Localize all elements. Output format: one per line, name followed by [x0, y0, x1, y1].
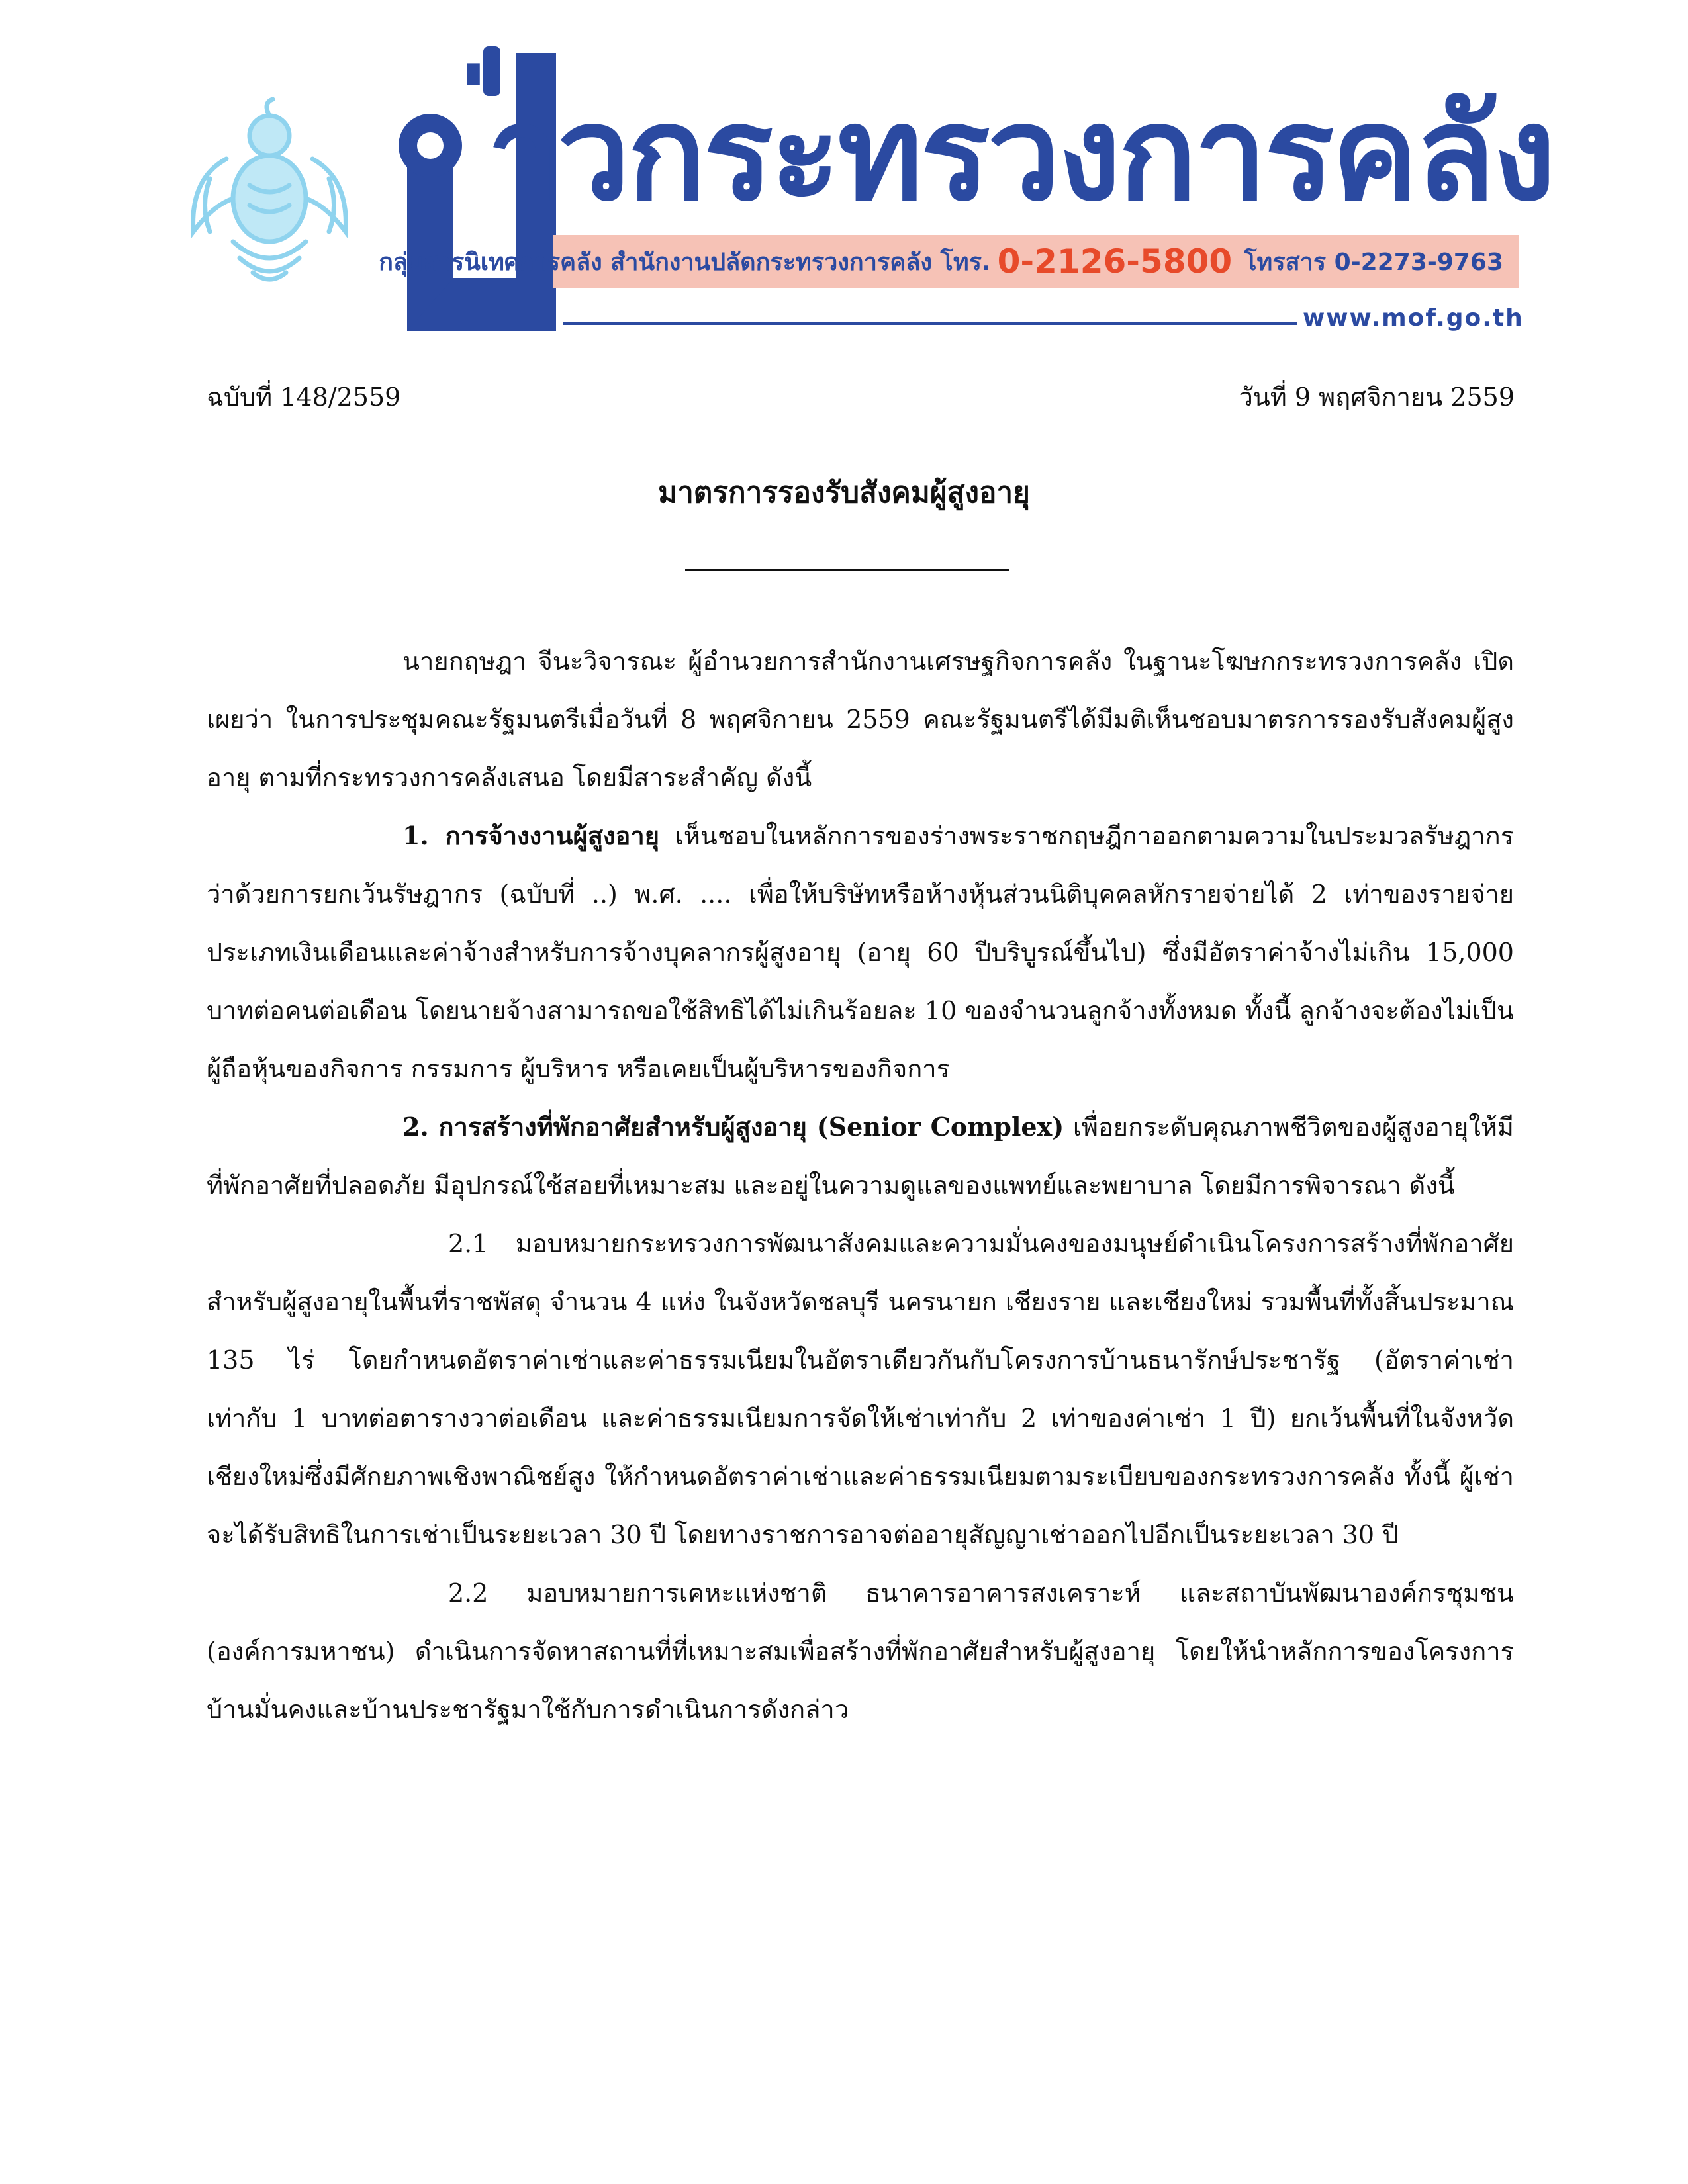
- item-1-paragraph: [207, 807, 1514, 1098]
- fax-number: โทรสาร 0-2273-9763: [1244, 248, 1503, 276]
- issue-number: ฉบับที่ 148/2559: [207, 383, 401, 412]
- garuda-emblem-icon: [187, 99, 352, 291]
- contact-label: กลุ่มสารนิเทศการคลัง สำนักงานปลัดกระทรวงการคลัง โทร.: [379, 248, 991, 276]
- phone-number: 0-2126-5800: [997, 242, 1233, 281]
- item-1-text: เห็นชอบในหลักการของร่างพระราชกฤษฎีกาออกตามความในประมวลรัษฎากรว่าด้วยการยกเว้นรัษฎากร (ฉบับที่ ..) พ.ศ. .... เพื่อให้บริษัทหรือห้างหุ้นส่วนนิติบุคคลหักรายจ่ายได้ 2 เท่าของรายจ่ายประเภทเงินเดือนและค่าจ้างสำหรับการจ้างบุคลากรผู้สูงอายุ (อายุ 60 ปีบริบูรณ์ขึ้นไป) ซึ่งมีอัตราค่าจ้างไม่เกิน 15,000 บาทต่อคนต่อเดือน โดยนายจ้างสามารถขอใช้สิทธิได้ไม่เกินร้อยละ 10 ของจำนวนลูกจ้างทั้งหมด ทั้งนี้ ลูกจ้างจะต้องไม่เป็นผู้ถือหุ้นของกิจการ กรรมการ ผู้บริหาร หรือเคยเป็นผู้บริหารของกิจการ: [207, 821, 1514, 1083]
- title-underline: [685, 569, 1009, 571]
- masthead: [0, 0, 1688, 344]
- intro-paragraph: นายกฤษฎา จีนะวิจารณะ ผู้อำนวยการสำนักงานเศรษฐกิจการคลัง ในฐานะโฆษกกระทรวงการคลัง เปิดเผยว่า ในการประชุมคณะรัฐมนตรีเมื่อวันที่ 8 พฤศจิกายน 2559 คณะรัฐมนตรีได้มีมติเห็นชอบมาตรการรองรับสังคมผู้สูงอายุ ตามที่กระทรวงการคลังเสนอ โดยมีสาระสำคัญ ดังนี้: [207, 647, 1514, 792]
- masthead-title: ่าวกระทรวงการคลัง: [490, 79, 1554, 230]
- item-2-heading: 2. การสร้างที่พักอาศัยสำหรับผู้สูงอายุ (Senior Complex): [402, 1112, 1064, 1142]
- issue-date: วันที่ 9 พฤศจิกายน 2559: [1239, 383, 1515, 412]
- press-release-body: [207, 632, 1514, 1739]
- item-2-text: เพื่อยกระดับคุณภาพชีวิตของผู้สูงอายุให้มีที่พักอาศัยที่ปลอดภัย มีอุปกรณ์ใช้สอยที่เหมาะสม และอยู่ในความดูแลของแพทย์และพยาบาล โดยมีการพิจารณา ดังนี้: [207, 1113, 1514, 1200]
- masthead-rule: [563, 322, 1297, 325]
- item-1-heading: 1. การจ้างงานผู้สูงอายุ: [402, 821, 659, 850]
- page-title: มาตรการรองรับสังคมผู้สูงอายุ: [658, 476, 1030, 510]
- website-link[interactable]: www.mof.go.th: [1303, 304, 1524, 332]
- item-2-1-paragraph: 2.1 มอบหมายกระทรวงการพัฒนาสังคมและความมั่นคงของมนุษย์ดำเนินโครงการสร้างที่พักอาศัยสำหรับผู้สูงอายุในพื้นที่ราชพัสดุ จำนวน 4 แห่ง ในจังหวัดชลบุรี นครนายก เชียงราย และเชียงใหม่ รวมพื้นที่ทั้งสิ้นประมาณ 135 ไร่ โดยกำหนดอัตราค่าเช่าและค่าธรรมเนียมในอัตราเดียวกันกับโครงการบ้านธนารักษ์ประชารัฐ (อัตราค่าเช่า เท่ากับ 1 บาทต่อตารางวาต่อเดือน และค่าธรรมเนียมการจัดให้เช่าเท่ากับ 2 เท่าของค่าเช่า 1 ปี) ยกเว้นพื้นที่ในจังหวัดเชียงใหม่ซึ่งมีศักยภาพเชิงพาณิชย์สูง ให้กำหนดอัตราค่าเช่าและค่าธรรมเนียมตามระเบียบของกระทรวงการคลัง ทั้งนี้ ผู้เช่าจะได้รับสิทธิในการเช่าเป็นระยะเวลา 30 ปี โดยทางราชการอาจต่ออายุสัญญาเช่าออกไปอีกเป็นระยะเวลา 30 ปี: [207, 1229, 1514, 1549]
- contact-band: [379, 235, 1519, 288]
- item-2-paragraph: [207, 1098, 1514, 1214]
- item-2-2-paragraph: 2.2 มอบหมายการเคหะแห่งชาติ ธนาคารอาคารสงเคราะห์ และสถาบันพัฒนาองค์กรชุมชน (องค์การมหาชน) ดำเนินการจัดหาสถานที่ที่เหมาะสมเพื่อสร้างที่พักอาศัยสำหรับผู้สูงอายุ โดยให้นำหลักการของโครงการบ้านมั่นคงและบ้านประชารัฐมาใช้กับการดำเนินการดังกล่าว: [207, 1578, 1514, 1724]
